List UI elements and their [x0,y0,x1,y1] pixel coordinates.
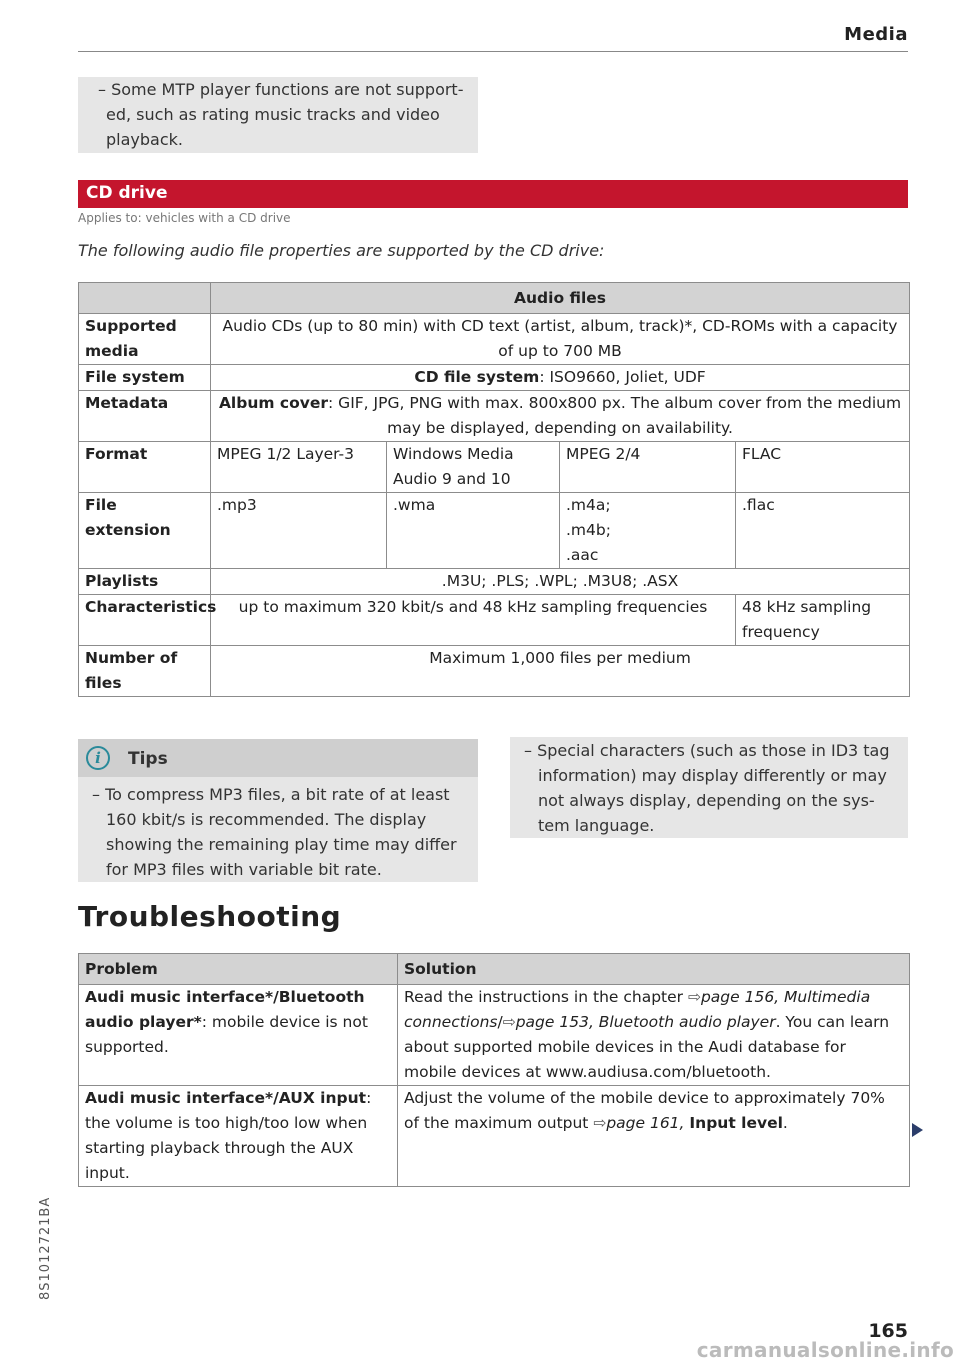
characteristics-flac-value: 48 kHz sampling frequency [736,595,910,646]
special-note-line: information) may display differently or may [538,766,887,785]
arrow-right-icon: ⇨ [502,1013,516,1031]
continue-arrow-icon [912,1123,923,1137]
problem-key: Audi music interface*/Bluetooth audio player* [85,988,365,1031]
row-label-characteristics: Characteristics [79,595,211,646]
tips-line: – To compress MP3 files, a bit rate of at least [92,785,450,804]
row-label-metadata: Metadata [79,391,211,442]
solution-text: . You can learn about supported mobile devices in the Audi database for mobile devices at www.audiusa.com/bluetooth. [404,1013,890,1081]
tips-label: Tips [128,749,168,769]
page-reference-link[interactable]: page 156, Multimedia connections [404,988,871,1031]
applies-to-note: Applies to: vehicles with a CD drive [78,211,291,225]
troubleshooting-table [78,953,910,1187]
format-cell: MPEG 1/2 Layer-3 [211,442,387,493]
mtp-note-line: playback. [106,130,183,149]
page-reference-link[interactable]: page 153, Bluetooth audio player [515,1013,776,1031]
cd-intro-text: The following audio file properties are supported by the CD drive: [78,241,605,260]
problem-cell [79,985,398,1086]
special-note-line: – Special characters (such as those in ID3 tag [524,741,890,760]
extension-cell: .flac [736,493,910,569]
row-label-supported: Supported media [79,314,211,365]
page-number: 165 [868,1320,908,1342]
mtp-note-line: – Some MTP player functions are not support- [98,80,464,99]
info-icon: i [86,746,110,770]
audio-files-table [78,282,910,697]
metadata-key: Album cover [218,394,329,412]
files-value: Maximum 1,000 files per medium [211,646,910,697]
characteristics-value: up to maximum 320 kbit/s and 48 kHz sampling frequencies [211,595,736,646]
document-code: 8S1012721BA [38,1196,53,1300]
section-title: Media [844,24,908,45]
mtp-note-box [78,77,478,153]
tips-line: for MP3 files with variable bit rate. [106,860,382,879]
solution-text: Adjust the volume of the mobile device to approximately 70% of the maximum output [404,1089,885,1132]
filesystem-key: CD file system [414,368,540,386]
extension-cell: .m4a; .m4b; .aac [560,493,736,569]
row-label-filesystem: File system [79,365,211,391]
problem-rest: : mobile device is not supported. [85,1013,368,1056]
cd-drive-banner [78,180,908,208]
supported-media-value: Audio CDs (up to 80 min) with CD text (artist, album, track)*, CD-ROMs with a capacity of up to 700 MB [211,314,910,365]
extension-cell: .wma [387,493,560,569]
filesystem-rest: : ISO9660, Joliet, UDF [539,368,706,386]
row-label-extension: File extension [79,493,211,569]
playlists-value: .M3U; .PLS; .WPL; .M3U8; .ASX [211,569,910,595]
separator: / [497,1013,503,1031]
audio-files-header: Audio files [211,283,910,314]
solution-text: . [782,1114,788,1132]
solution-cell [398,985,910,1086]
special-note-line: not always display, depending on the sys- [538,791,875,810]
extension-cell: .mp3 [211,493,387,569]
solution-header: Solution [398,954,910,985]
cd-drive-heading: CD drive [86,183,168,203]
metadata-value [211,391,910,442]
tips-header [78,739,478,777]
page-reference-link[interactable]: page 161, [606,1114,685,1132]
row-label-playlists: Playlists [79,569,211,595]
format-cell: MPEG 2/4 [560,442,736,493]
arrow-right-icon: ⇨ [593,1114,607,1132]
solution-cell [398,1086,910,1187]
header-rule [78,51,908,52]
tips-box [78,739,478,882]
mtp-note-line: ed, such as rating music tracks and video [106,105,440,124]
problem-cell [79,1086,398,1187]
problem-key: Audi music interface*/AUX input [85,1089,367,1107]
special-characters-note [510,737,908,838]
row-label-files: Number of files [79,646,211,697]
problem-rest: : the volume is too high/too low when starting playback through the AUX input. [85,1089,372,1182]
troubleshooting-heading: Troubleshooting [78,900,342,933]
filesystem-value [211,365,910,391]
problem-header: Problem [79,954,398,985]
format-cell: FLAC [736,442,910,493]
input-level-term: Input level [689,1114,783,1132]
special-note-line: tem language. [538,816,655,835]
row-label-format: Format [79,442,211,493]
table-corner-cell [79,283,211,314]
metadata-rest: : GIF, JPG, PNG with max. 800x800 px. The album cover from the medium may be displayed, depending on availability. [328,394,902,437]
tips-line: showing the remaining play time may differ [106,835,457,854]
solution-text: Read the instructions in the chapter [404,988,688,1006]
watermark: carmanualsonline.info [696,1338,954,1362]
format-cell: Windows Media Audio 9 and 10 [387,442,560,493]
tips-line: 160 kbit/s is recommended. The display [106,810,427,829]
arrow-right-icon: ⇨ [687,988,701,1006]
